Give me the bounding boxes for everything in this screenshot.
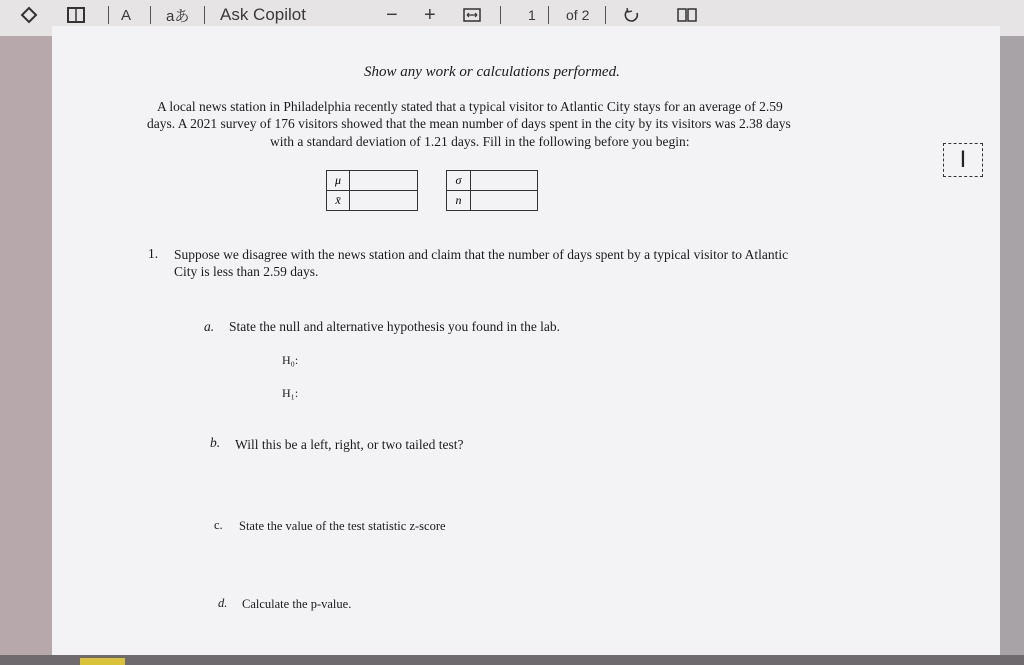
- toolbar-divider: [605, 6, 606, 24]
- alternative-hypothesis-label: H₁:: [282, 386, 299, 400]
- question-b-text: Will this be a left, right, or two tailed test?: [235, 437, 464, 452]
- question-c-label: c.: [214, 518, 223, 532]
- toolbar-divider: [108, 6, 109, 24]
- intro-line-1: A local news station in Philadelphia recently stated that a typical visitor to Atlantic City stays for an average of 2.59: [157, 99, 783, 114]
- question-b-label: b.: [210, 435, 221, 450]
- question-d-text: Calculate the p-value.: [242, 597, 352, 611]
- question-1-number: 1.: [148, 246, 159, 261]
- sigma-answer-cell[interactable]: [470, 170, 538, 191]
- n-label: n: [446, 190, 471, 211]
- sigma-label: σ: [446, 170, 471, 191]
- taskbar-accent: [80, 658, 125, 665]
- toolbar-divider: [548, 6, 549, 24]
- bottom-edge: [0, 655, 1024, 665]
- question-d-label: d.: [218, 596, 228, 610]
- right-background: [1000, 36, 1024, 665]
- zoom-out-button[interactable]: −: [386, 3, 398, 26]
- mu-answer-cell[interactable]: [349, 170, 418, 191]
- null-hypothesis-label: H₀:: [282, 353, 299, 367]
- question-a-text: State the null and alternative hypothesis you found in the lab.: [229, 319, 561, 334]
- ask-copilot-button[interactable]: Ask Copilot: [220, 5, 306, 24]
- text-cursor-icon: I: [943, 143, 983, 177]
- question-1-line-2: City is less than 2.59 days.: [174, 264, 319, 279]
- zoom-in-button[interactable]: +: [424, 3, 436, 26]
- toolbar-divider: [204, 6, 205, 24]
- toolbar-divider: [500, 6, 501, 24]
- left-background: [0, 36, 52, 665]
- toolbar-divider: [150, 6, 151, 24]
- question-1-line-1: Suppose we disagree with the news station and claim that the number of days spent by a typical visitor to Atlantic: [174, 247, 789, 262]
- question-a-label: a.: [204, 319, 215, 334]
- n-answer-cell[interactable]: [470, 190, 538, 211]
- xbar-label: x̄: [326, 190, 350, 211]
- page-number-input[interactable]: 1: [528, 7, 536, 23]
- read-aloud-button[interactable]: A: [121, 6, 132, 24]
- translate-button[interactable]: aあ: [166, 7, 190, 25]
- mu-label: μ: [326, 170, 350, 191]
- draw-icon[interactable]: [20, 0, 38, 30]
- instruction-text: Show any work or calculations performed.: [364, 64, 620, 80]
- intro-line-3: with a standard deviation of 1.21 days. Fill in the following before you begin:: [270, 134, 690, 149]
- xbar-answer-cell[interactable]: [349, 190, 418, 211]
- page-total-label: of 2: [566, 7, 590, 23]
- intro-line-2: days. A 2021 survey of 176 visitors showed that the mean number of days spent in the city by its visitors was 2.38 days: [147, 116, 791, 131]
- pdf-page: [52, 26, 1000, 655]
- question-c-text: State the value of the test statistic z-score: [239, 519, 446, 533]
